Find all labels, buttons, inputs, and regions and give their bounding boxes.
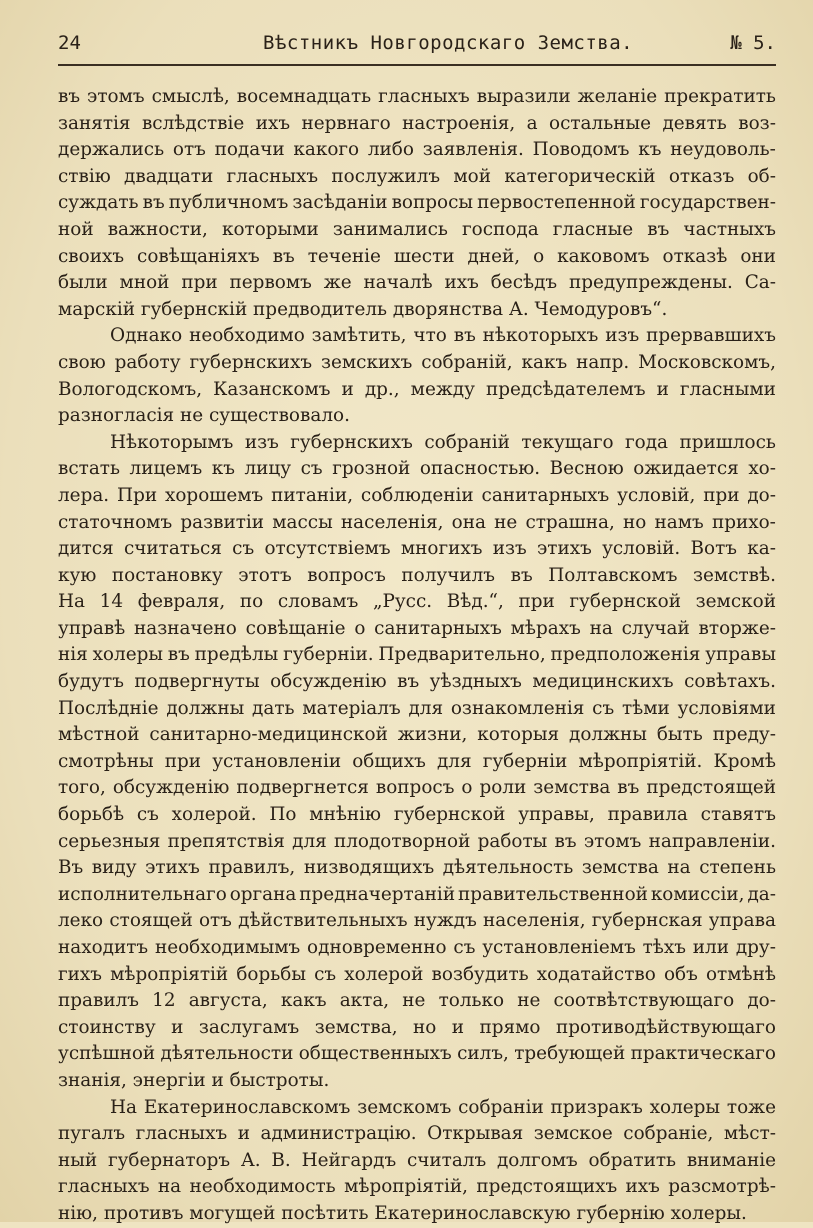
- text-line: встать лицемъ къ лицу съ грозной опасностью. Весною ожидается хо-: [58, 458, 776, 480]
- text-line: ствію двадцати гласныхъ послужилъ мой категорическій отказъ об-: [58, 165, 776, 187]
- text-line: На 14 февраля, по словамъ „Русс. Вѣд.“, при губернской земской: [58, 591, 776, 613]
- text-line: нію, противъ могущей посѣтить Екатеринославскую губернію холеры.: [58, 1202, 747, 1224]
- text-line: ный губернаторъ А. В. Нейгардъ считалъ долгомъ обратить вниманіе: [58, 1149, 776, 1171]
- text-line: суждать въ публичномъ засѣданіи вопросы первостепенной государствен-: [58, 192, 776, 214]
- text-line: мѣстной санитарно-медицинской жизни, которыя должны быть преду-: [58, 724, 776, 746]
- text-line: того, обсужденію подвергнется вопросъ о роли земства въ предстоящей: [58, 777, 776, 799]
- text-line: леко стоящей отъ дѣйствительныхъ нуждъ населенія, губернская управа: [58, 910, 776, 932]
- text-line: пугалъ гласныхъ и администрацію. Открывая земское собраніе, мѣст-: [58, 1123, 776, 1145]
- text-line: управѣ назначено совѣщаніе о санитарныхъ мѣрахъ на случай вторже-: [58, 617, 776, 639]
- text-line: были мной при первомъ же началѣ ихъ бесѣдъ предупреждены. Са-: [58, 272, 776, 294]
- page-number: 24: [58, 32, 81, 54]
- text-line: дится считаться съ отсутствіемъ многихъ изъ этихъ условій. Вотъ ка-: [58, 538, 776, 560]
- text-line: смотрѣны при установленіи общихъ для губерніи мѣропріятій. Кромѣ: [58, 750, 776, 772]
- text-line: занятія вслѣдствіе ихъ нервнаго настроенія, а остальные девять воз-: [58, 112, 776, 134]
- text-line: На Екатеринославскомъ земскомъ собраніи призракъ холеры тоже: [110, 1096, 776, 1118]
- body-text: [58, 84, 776, 1228]
- text-line: знанія, энергіи и быстроты.: [58, 1069, 330, 1091]
- text-line: держались отъ подачи какого либо заявленія. Поводомъ къ неудоволь-: [58, 139, 776, 161]
- journal-title: Вѣстникъ Новгородскаго Земства.: [263, 32, 634, 54]
- text-line: Однако необходимо замѣтить, что въ нѣкоторыхъ изъ прервавшихъ: [110, 325, 776, 347]
- text-line: Послѣдніе должны дать матеріалъ для ознакомленія съ тѣми условіями: [58, 697, 776, 719]
- text-line: Въ виду этихъ правилъ, низводящихъ дѣятельность земства на степень: [58, 857, 776, 879]
- text-line: Нѣкоторымъ изъ губернскихъ собраній текущаго года пришлось: [110, 431, 776, 453]
- text-line: правилъ 12 августа, какъ акта, не только не соотвѣтствующаго до-: [58, 990, 776, 1012]
- text-line: статочномъ развитіи массы населенія, она не страшна, но намъ прихо-: [58, 511, 776, 533]
- text-line: въ этомъ смыслѣ, восемнадцать гласныхъ выразили желаніе прекратить: [58, 86, 776, 107]
- text-line: свою работу губернскихъ земскихъ собраній, какъ напр. Московскомъ,: [58, 351, 776, 373]
- text-line: марскій губернскій предводитель дворянства А. Чемодуровъ“.: [58, 298, 668, 320]
- text-line: Вологодскомъ, Казанскомъ и др., между предсѣдателемъ и гласными: [58, 378, 776, 400]
- text-line: находитъ необходимымъ одновременно съ установленіемъ тѣхъ или дру-: [58, 937, 776, 958]
- text-line: будутъ подвергнуты обсужденію въ уѣздныхъ медицинскихъ совѣтахъ.: [58, 671, 776, 693]
- text-line: ной важности, которыми занимались господа гласные въ частныхъ: [58, 218, 776, 240]
- text-line: нія холеры въ предѣлы губерніи. Предварительно, предположенія управы: [58, 644, 776, 666]
- text-line: разногласія не существовало.: [58, 405, 350, 427]
- text-line: своихъ совѣщаніяхъ въ теченіе шести дней, о каковомъ отказѣ они: [58, 245, 776, 267]
- text-line: гихъ мѣропріятій борьбы съ холерой возбудить ходатайство объ отмѣнѣ: [58, 963, 776, 985]
- text-line: исполнительнаго органа предначертаній правительственной комиссіи, да-: [58, 883, 776, 905]
- text-line: лера. При хорошемъ питаніи, соблюденіи санитарныхъ условій, при до-: [58, 484, 776, 506]
- text-line: успѣшной дѣятельности общественныхъ силъ, требующей практическаго: [58, 1043, 776, 1065]
- issue-number: № 5.: [730, 32, 776, 54]
- text-line: кую постановку этотъ вопросъ получилъ въ Полтавскомъ земствѣ.: [58, 564, 776, 586]
- text-line: серьезныя препятствія для плодотворной работы въ этомъ направленіи.: [58, 830, 776, 852]
- text-line: гласныхъ на необходимость мѣропріятій, предстоящихъ ихъ разсмотрѣ-: [58, 1176, 776, 1198]
- header-rule: [58, 64, 776, 66]
- text-line: стоинству и заслугамъ земства, но и прямо противодѣйствующаго: [58, 1016, 776, 1038]
- text-line: борьбѣ съ холерой. По мнѣнію губернской управы, правила ставятъ: [58, 804, 776, 826]
- running-header: [58, 28, 776, 62]
